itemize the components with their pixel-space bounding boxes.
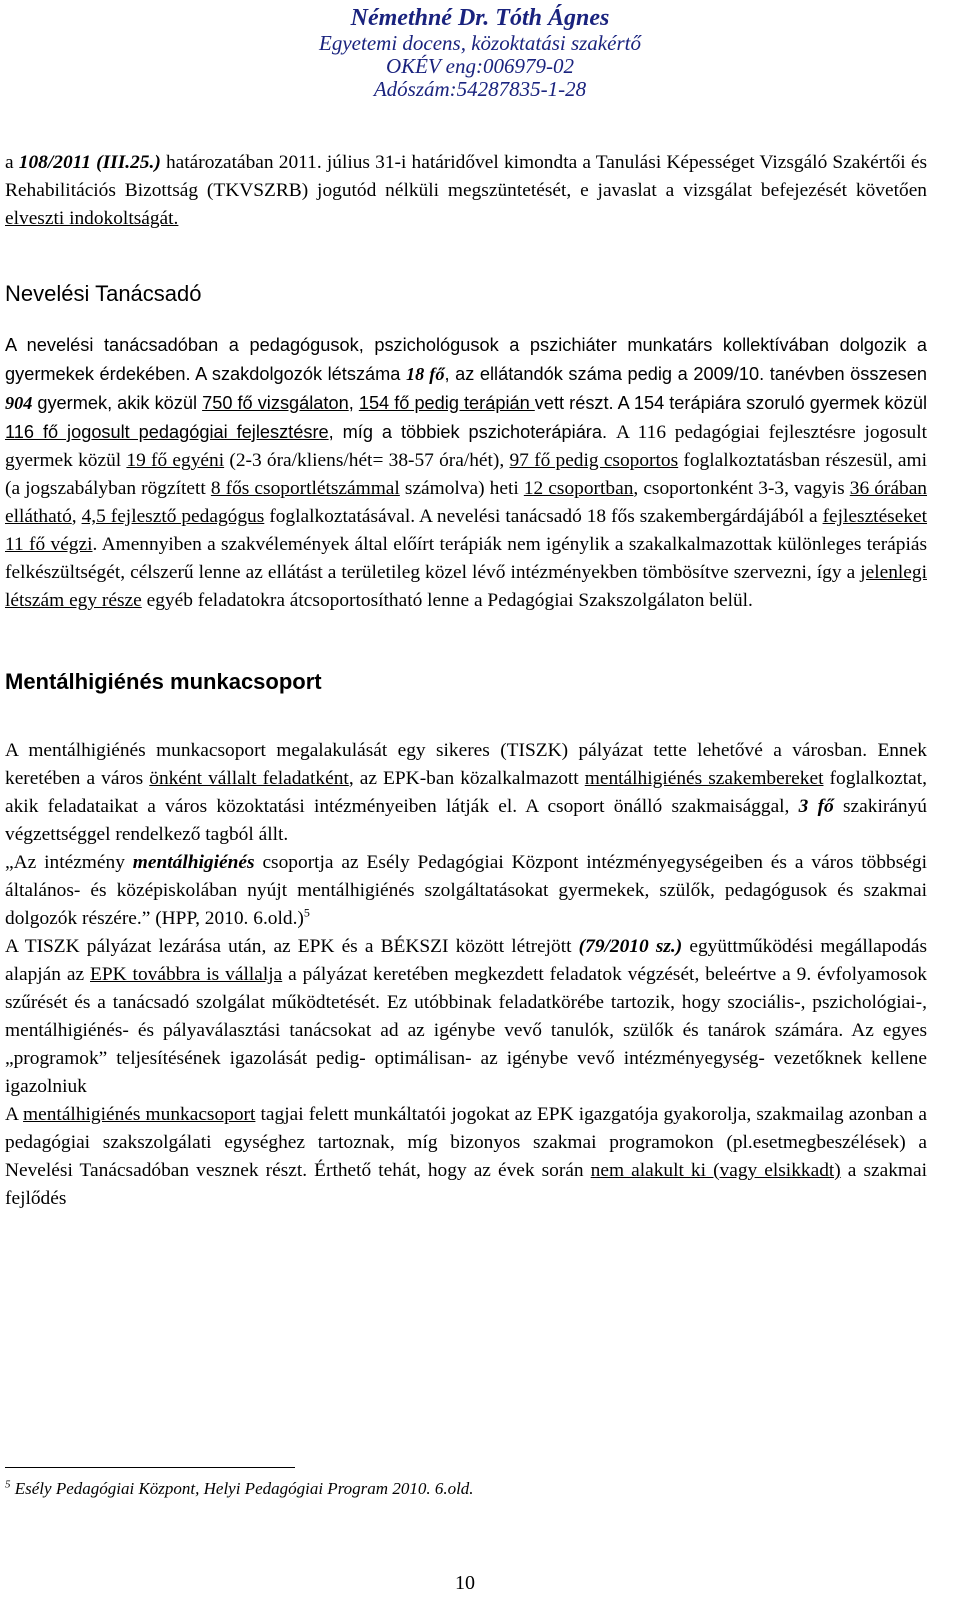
page-body	[5, 149, 927, 1213]
letterhead	[0, 4, 960, 101]
footnote-text: Esély Pedagógiai Központ, Helyi Pedagógiai Program 2010. 6.old.	[10, 1479, 474, 1498]
author-name: Némethné Dr. Tóth Ágnes	[350, 5, 610, 31]
mental-paragraph-4: A mentálhigiénés munkacsoport tagjai felett munkáltatói jogokat az EPK igazgatója gyakorolja, szakmailag azonban a pedagógiai szakszolgálati egységhez tartoznak, míg bizonyos szakmai programokon (pl.esetmegbeszélések) a Nevelési Tanácsadóban vesznek részt. Érthető tehát, hogy az évek során nem alakult ki (vagy elsikkadt) a szakmai fejlődés	[5, 1104, 928, 1209]
mental-paragraph-3: A TISZK pályázat lezárása után, az EPK és a BÉKSZI között létrejött (79/2010 sz.) együttműködési megállapodás alapján az EPK továbbra is vállalja a pályázat keretében megkezdett feladatok végzését, beleértve a 9. évfolyamosok szűrését és a tanácsadó szolgálat működtetését. Ez utóbbinak feladatkörébe tartozik, hogy szociális-, pszichológiai-, mentálhigiénés- és pályaválasztási tanácsokat ad az igénybe vevő tanulók, szülők és tanárok számára. Az egyes „programok” teljesítésének igazolását pedig- optimálisan- az igénybe vevő intézményegység- vezetőknek kellene igazolniuk	[5, 936, 927, 1097]
section-heading-mentalhigienes: Mentálhigiénés munkacsoport	[5, 669, 322, 694]
footnote-divider	[5, 1467, 295, 1468]
mental-paragraph-1: A mentálhigiénés munkacsoport megalakulását egy sikeres (TISZK) pályázat tette lehetővé a városban. Ennek keretében a város önként vállalt feladatként, az EPK-ban közalkalmazott mentálhigiénés szakembereket foglalkoztat, akik feladataikat a város közoktatási intézményeiben látják el. A csoport önálló szakmaisággal, 3 fő szakirányú végzettséggel rendelkező tagból állt.	[5, 740, 928, 845]
intro-paragraph: a 108/2011 (III.25.) határozatában 2011. július 31-i határidővel kimondta a Tanulási Képességet Vizsgáló Szakértői és Rehabilitációs Bizottság (TKVSZRB) jogutód nélküli megszüntetését, e javaslat a vizsgálat befejezését követően elveszti indokoltságát.	[5, 152, 927, 229]
footnote	[5, 1478, 905, 1500]
page-number: 10	[455, 1572, 475, 1594]
tax-number: Adószám:54287835-1-28	[373, 77, 587, 101]
mental-quote-paragraph: „Az intézmény mentálhigiénés csoportja az Esély Pedagógiai Központ intézményegységeiben és a város többségi általános- és középiskolában nyújt mentálhigiénés szolgáltatásokat gyermekek, szülők, pedagógusok és szakmai dolgozók részére.” (HPP, 2010. 6.old.)$^5$	[5, 852, 927, 929]
section-heading-nevelesi-tanacsado: Nevelési Tanácsadó	[5, 281, 202, 306]
author-title: Egyetemi docens, közoktatási szakértő	[319, 31, 641, 55]
footnote-number: 5	[5, 1478, 11, 1491]
nevelesi-paragraph: A nevelési tanácsadóban a pedagógusok, pszichológusok a pszichiáter munkatárs kollektívában dolgozik a gyermekek érdekében. A szakdolgozók létszáma 18 fő, az ellátandók száma pedig a 2009/10. tanévben összesen 904 gyermek, akik közül 750 fő vizsgálaton, 154 fő pedig terápián vett részt. A 154 terápiára szoruló gyermek közül 116 fő jogosult pedagógiai fejlesztésre, míg a többiek pszichoterápiára. A 116 pedagógiai fejlesztésre jogosult gyermek közül 19 fő egyéni (2-3 óra/kliens/hét= 38-57 óra/hét), 97 fő pedig csoportos foglalkoztatásban részesül, ami (a jogszabályban rögzített 8 fős csoportlétszámmal számolva) heti 12 csoportban, csoportonként 3-3, vagyis 36 órában ellátható, 4,5 fejlesztő pedagógus foglalkoztatásával. A nevelési tanácsadó 18 fős szakembergárdájából a fejlesztéseket 11 fő végzi. Amennyiben a szakvélemények által előírt terápiák nem igénylik a szakalkalmazottak különleges terápiás felkészültségét, célszerű lenne az ellátást a területileg közel lévő intézményekben tömbösítve szervezni, így a jelenlegi létszám egy része egyéb feladatokra átcsoportosítható lenne a Pedagógiai Szakszolgálaton belül.	[5, 335, 928, 611]
registration-number: OKÉV eng:006979-02	[385, 54, 574, 78]
footnote-reference: 5	[303, 905, 310, 920]
